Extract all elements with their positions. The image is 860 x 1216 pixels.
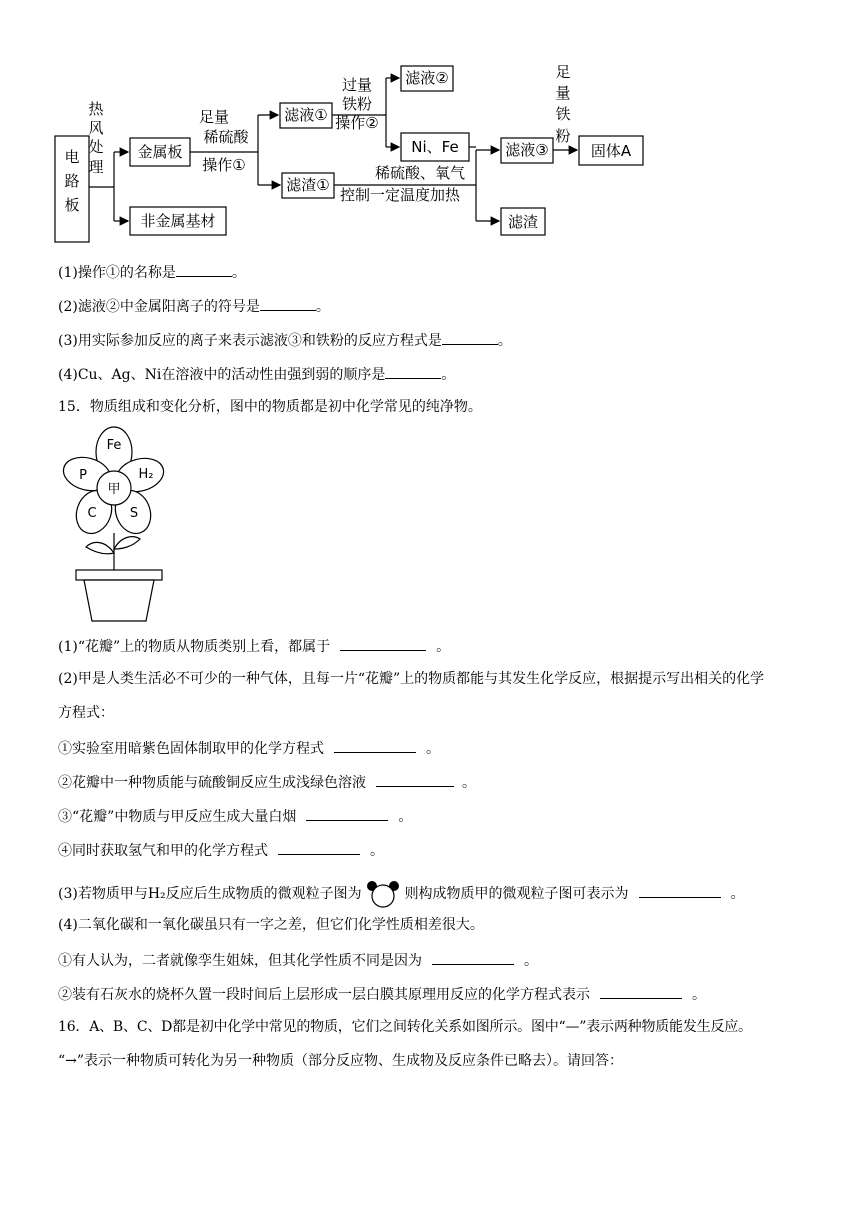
q14-item-1: (1)操作①的名称是 。 bbox=[58, 262, 246, 282]
q14-item-4: (4)Cu、Ag、Ni在溶液中的活动性由强到弱的顺序是 。 bbox=[58, 364, 455, 384]
petal-fe-label: Fe bbox=[106, 438, 122, 453]
label-iron-1: 过量 bbox=[341, 76, 373, 94]
process-flowchart bbox=[0, 0, 860, 250]
q14-item-3: (3)用实际参加反应的离子来表示滤液③和铁粉的反应方程式是 。 bbox=[58, 330, 512, 350]
label-filtrate1: 滤液① bbox=[284, 106, 328, 124]
label-residue1: 滤渣① bbox=[286, 176, 330, 194]
label-residue: 滤渣 bbox=[507, 213, 539, 231]
svg-text:板: 板 bbox=[64, 196, 80, 214]
label-nonmetal: 非金属基材 bbox=[140, 212, 216, 230]
petal-h2-label: H₂ bbox=[138, 467, 154, 482]
label-solid-a: 固体A bbox=[590, 142, 632, 160]
petal-s-label: S bbox=[129, 506, 139, 521]
petal-p-label: P bbox=[79, 468, 87, 483]
svg-text:铁: 铁 bbox=[555, 105, 571, 123]
q15-p4: (4)二氧化碳和一氧化碳虽只有一字之差，但它们化学性质相差很大。 bbox=[58, 917, 484, 933]
label-iron-2: 铁粉 bbox=[341, 95, 373, 113]
label-ni-fe: Ni、Fe bbox=[411, 138, 459, 156]
q16-line-1: 16．A、B、C、D都是初中化学中常见的物质，它们之间转化关系如图所示。图中“—”表示两种物质能发生反应。 bbox=[58, 1019, 752, 1035]
q15-p2-a: (2)甲是人类生活必不可少的一种气体，且每一片“花瓣”上的物质都能与其发生化学反应，根据提示写出相关的化学 bbox=[58, 671, 765, 687]
label-circuit-board: 电 bbox=[64, 148, 80, 166]
svg-text:路: 路 bbox=[64, 172, 80, 190]
label-acid-2: 稀硫酸 bbox=[203, 128, 249, 146]
svg-text:量: 量 bbox=[555, 84, 571, 102]
pot-body bbox=[84, 580, 154, 621]
q15-s1: ①实验室用暗紫色固体制取甲的化学方程式 。 bbox=[58, 738, 440, 758]
q15-s6: ②装有石灰水的烧杯久置一段时间后上层形成一层白膜其原理用反应的化学方程式表示 。 bbox=[58, 984, 706, 1004]
q15-s3: ③“花瓣”中物质与甲反应生成大量白烟 。 bbox=[58, 806, 412, 826]
petal-c-label: C bbox=[87, 506, 97, 521]
label-heating: 控制一定温度加热 bbox=[339, 186, 461, 204]
label-acid-3: 操作① bbox=[202, 156, 246, 174]
svg-text:风: 风 bbox=[88, 119, 104, 137]
label-acid-oxygen: 稀硫酸、氧气 bbox=[374, 164, 466, 182]
q16-line-2: “→”表示一种物质可转化为另一种物质（部分反应物、生成物及反应条件已略去）。请回答： bbox=[58, 1053, 624, 1069]
svg-text:粉: 粉 bbox=[555, 127, 571, 145]
label-filtrate2: 滤液② bbox=[405, 69, 449, 87]
q15-s4: ④同时获取氢气和甲的化学方程式 。 bbox=[58, 840, 384, 860]
svg-text:理: 理 bbox=[88, 158, 104, 176]
flower-diagram bbox=[56, 425, 172, 623]
label-hot-air: 热 bbox=[88, 100, 104, 118]
pot-rim bbox=[76, 570, 162, 580]
q15-p2-b: 方程式： bbox=[58, 705, 114, 721]
flower-center-label: 甲 bbox=[107, 482, 121, 497]
q15-title: 15．物质组成和变化分析，图中的物质都是初中化学常见的纯净物。 bbox=[58, 399, 482, 415]
label-filtrate3: 滤液③ bbox=[505, 141, 549, 159]
label-metal-plate: 金属板 bbox=[137, 143, 183, 161]
svg-text:处: 处 bbox=[88, 138, 104, 156]
q15-s5: ①有人认为，二者就像孪生姐妹，但其化学性质不同是因为 。 bbox=[58, 950, 538, 970]
label-acid-1: 足量 bbox=[198, 108, 230, 126]
molecule-icon bbox=[366, 878, 400, 908]
label-iron-3: 操作② bbox=[335, 114, 379, 132]
label-enough-iron: 足 bbox=[555, 63, 571, 81]
q15-p3: (3)若物质甲与H₂反应后生成物质的微观粒子图为 则构成物质甲的微观粒子图可表示为 。 bbox=[58, 878, 745, 908]
q15-s2: ②花瓣中一种物质能与硫酸铜反应生成浅绿色溶液 。 bbox=[58, 772, 476, 792]
q15-p1: (1)“花瓣”上的物质从物质类别上看，都属于 。 bbox=[58, 636, 450, 656]
q14-item-2: (2)滤液②中金属阳离子的符号是 。 bbox=[58, 296, 330, 316]
